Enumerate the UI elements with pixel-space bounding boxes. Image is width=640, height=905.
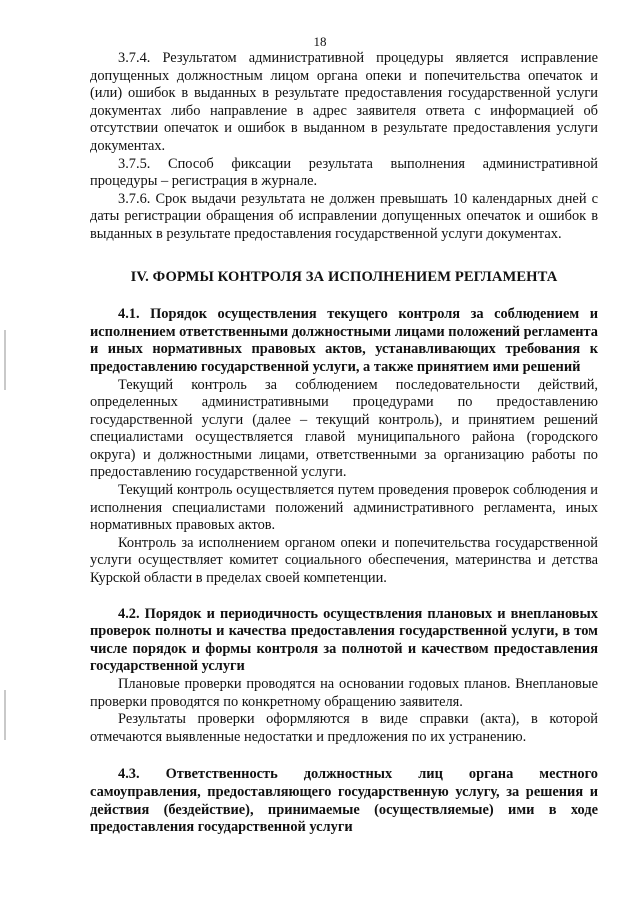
paragraph-4-1-2: Текущий контроль осуществляется путем проведения проверок соблюдения и исполнения специалистами положений административного регламента, иных нормативных правовых актов. [90,482,598,534]
subsection-heading-4-2: 4.2. Порядок и периодичность осуществления плановых и внеплановых проверок полноты и качества предоставления государственной услуги, в том числе порядок и формы контроля за полнотой и качеством предоставления государственной услуги [90,605,598,675]
paragraph-4-2-1: Плановые проверки проводятся на основании годовых планов. Внеплановые проверки проводятся по конкретному обращению заявителя. [90,676,598,710]
section-title: IV. ФОРМЫ КОНТРОЛЯ ЗА ИСПОЛНЕНИЕМ РЕГЛАМЕНТА [130,268,558,285]
document-body [90,50,598,837]
paragraph-3-7-4: 3.7.4. Результатом административной процедуры является исправление допущенных должностным лицом органа опеки и попечительства опечаток и (или) ошибок в выданных в результате предоставления государственной услуги документах либо направление в адрес заявителя ответа с информацией об отсутствии опечаток и ошибок в выданном в результате предоставления услуги документах. [90,50,598,154]
paragraph-4-2-2: Результаты проверки оформляются в виде справки (акта), в которой отмечаются выявленные недостатки и предложения по их устранению. [90,711,598,745]
paragraph-4-1-1: Текущий контроль за соблюдением последовательности действий, определенных административными процедурами по предоставлению государственной услуги (далее – текущий контроль), и принятием решений специалистами осуществляется главой муниципального района (городского округа) и должностными лицами, ответственными за организацию работы по предоставлению государственной услуги. [90,376,598,481]
paragraph-4-1-3: Контроль за исполнением органом опеки и попечительства государственной услуги осуществляет комитет социального обеспечения, материнства и детства Курской области в пределах своей компетенции. [90,534,598,587]
subsection-heading-4-1: 4.1. Порядок осуществления текущего контроля за соблюдением и исполнением ответственными должностными лицами положений регламента и иных нормативных правовых актов, устанавливающих требования к предоставлению государственной услуги, а также принятием ими решений [90,306,598,375]
subsection-heading-4-3: 4.3. Ответственность должностных лиц органа местного самоуправления, предоставляющего государственную услугу, за решения и действия (бездействие), принимаемые (осуществляемые) ими в ходе предоставления государственной услуги [90,766,598,836]
page-number: 18 [313,34,327,49]
spacer [90,588,598,606]
scan-edge-mark [4,690,6,740]
spacer [90,746,598,766]
scan-edge-mark [4,330,6,390]
paragraph-3-7-5: 3.7.5. Способ фиксации результата выполнения административной процедуры – регистрация в журнале. [90,155,598,190]
paragraph-3-7-6: 3.7.6. Срок выдачи результата не должен превышать 10 календарных дней с даты регистрации обращения об исправлении допущенных опечаток и ошибок в выданных в результате предоставления государственной услуги документах. [90,190,598,242]
